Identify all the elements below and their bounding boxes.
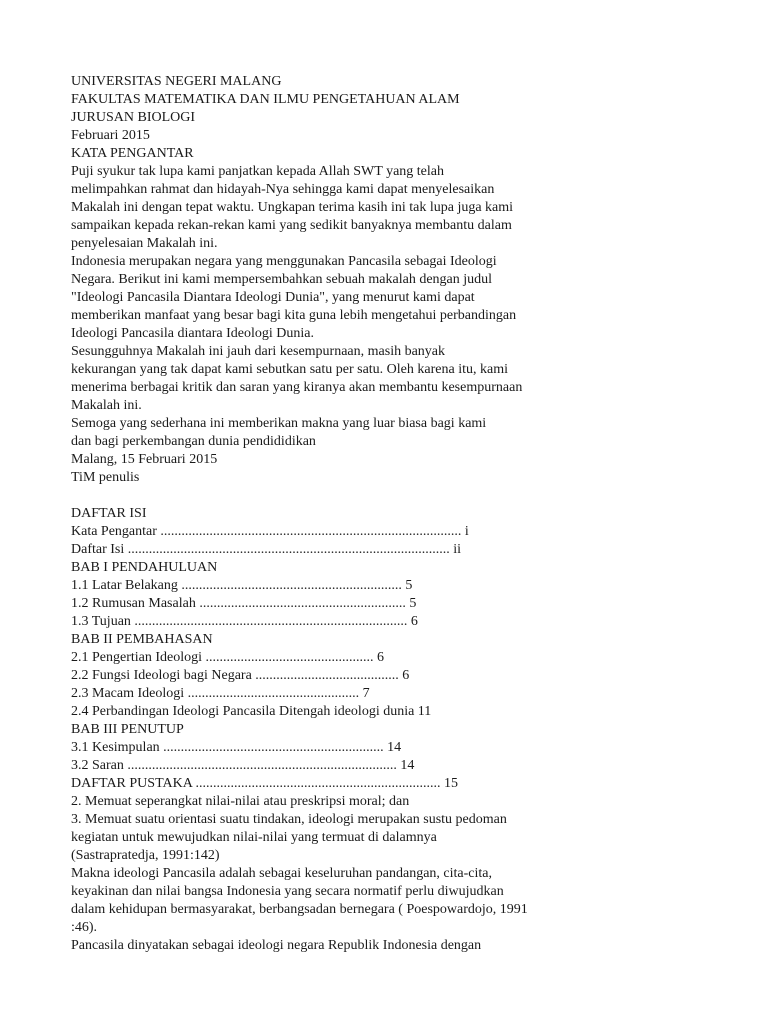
foreword-body [71, 163, 571, 451]
foreword-line: Ideologi Pancasila diantara Ideologi Dunia. [71, 326, 314, 341]
faculty-name: FAKULTAS MATEMATIKA DAN ILMU PENGETAHUAN ALAM [71, 92, 460, 107]
foreword-line: Makalah ini dengan tepat waktu. Ungkapan terima kasih ini tak lupa juga kami [71, 200, 514, 215]
toc-row: 2.3 Macam Ideologi ................................................. 7 [71, 686, 370, 701]
body-line: 3. Memuat suatu orientasi suatu tindakan, ideologi merupakan sustu pedoman [71, 812, 507, 827]
foreword-line: Puji syukur tak lupa kami panjatkan kepada Allah SWT yang telah [71, 164, 444, 179]
body-line: kegiatan untuk mewujudkan nilai-nilai yang termuat di dalamnya [71, 830, 437, 845]
foreword-line: sampaikan kepada rekan-rekan kami yang sedikit banyaknya membantu dalam [71, 218, 512, 233]
toc-title: DAFTAR ISI [71, 506, 147, 521]
foreword-line: melimpahkan rahmat dan hidayah-Nya sehingga kami dapat menyelesaikan [71, 182, 495, 197]
toc-row: 1.2 Rumusan Masalah ........................................................... 5 [71, 596, 417, 611]
foreword-line: Indonesia merupakan negara yang menggunakan Pancasila sebagai Ideologi [71, 254, 497, 269]
toc-list [71, 523, 571, 793]
body-line: 2. Memuat seperangkat nilai-nilai atau preskripsi moral; dan [71, 794, 410, 809]
body-line: dalam kehidupan bermasyarakat, berbangsadan bernegara ( Poespowardojo, 1991 [71, 902, 528, 917]
toc-row: 3.2 Saran ............................................................................. 14 [71, 758, 415, 773]
body-line: Makna ideologi Pancasila adalah sebagai keseluruhan pandangan, cita-cita, [71, 866, 492, 881]
foreword-line: Sesungguhnya Makalah ini jauh dari kesempurnaan, masih banyak [71, 344, 446, 359]
university-name: UNIVERSITAS NEGERI MALANG [71, 74, 282, 89]
toc-row: DAFTAR PUSTAKA ...................................................................... 15 [71, 776, 459, 791]
foreword-line: Negara. Berikut ini kami mempersembahkan sebuah makalah dengan judul [71, 272, 493, 287]
document-page [71, 73, 571, 955]
toc-row: BAB II PEMBAHASAN [71, 632, 213, 647]
toc-row: BAB I PENDAHULUAN [71, 560, 218, 575]
foreword-line: Makalah ini. [71, 398, 142, 413]
foreword-line: menerima berbagai kritik dan saran yang kiranya akan membantu kesempurnaan [71, 380, 523, 395]
foreword-line: kekurangan yang tak dapat kami sebutkan satu per satu. Oleh karena itu, kami [71, 362, 508, 377]
body-line: Pancasila dinyatakan sebagai ideologi negara Republik Indonesia dengan [71, 938, 482, 953]
toc-row: 3.1 Kesimpulan ............................................................... 14 [71, 740, 402, 755]
toc-row: 1.1 Latar Belakang ............................................................... 5 [71, 578, 413, 593]
toc-row: 2.4 Perbandingan Ideologi Pancasila Ditengah ideologi dunia 11 [71, 704, 432, 719]
department-name: JURUSAN BIOLOGI [71, 110, 196, 125]
foreword-line: "Ideologi Pancasila Diantara Ideologi Dunia", yang menurut kami dapat [71, 290, 475, 305]
body-line: (Sastrapratedja, 1991:142) [71, 848, 220, 863]
toc-row: 2.1 Pengertian Ideologi ................................................ 6 [71, 650, 385, 665]
document-date: Februari 2015 [71, 128, 150, 143]
toc-row: Daftar Isi ............................................................................................ ii [71, 542, 462, 557]
foreword-line: penyelesaian Makalah ini. [71, 236, 218, 251]
foreword-line: dan bagi perkembangan dunia pendididikan [71, 434, 316, 449]
section-spacer [71, 487, 571, 505]
place-date: Malang, 15 Februari 2015 [71, 452, 218, 467]
author-signature: TiM penulis [71, 470, 140, 485]
toc-row: 1.3 Tujuan .............................................................................. 6 [71, 614, 418, 629]
foreword-line: Semoga yang sederhana ini memberikan makna yang luar biasa bagi kami [71, 416, 487, 431]
foreword-line: memberikan manfaat yang besar bagi kita guna lebih mengetahui perbandingan [71, 308, 517, 323]
toc-row: Kata Pengantar ...................................................................................... i [71, 524, 469, 539]
toc-row: 2.2 Fungsi Ideologi bagi Negara ......................................... 6 [71, 668, 410, 683]
toc-row: BAB III PENUTUP [71, 722, 184, 737]
body-line: keyakinan dan nilai bangsa Indonesia yang secara normatif perlu diwujudkan [71, 884, 504, 899]
foreword-title: KATA PENGANTAR [71, 146, 194, 161]
body-text [71, 793, 571, 955]
body-line: :46). [71, 920, 98, 935]
